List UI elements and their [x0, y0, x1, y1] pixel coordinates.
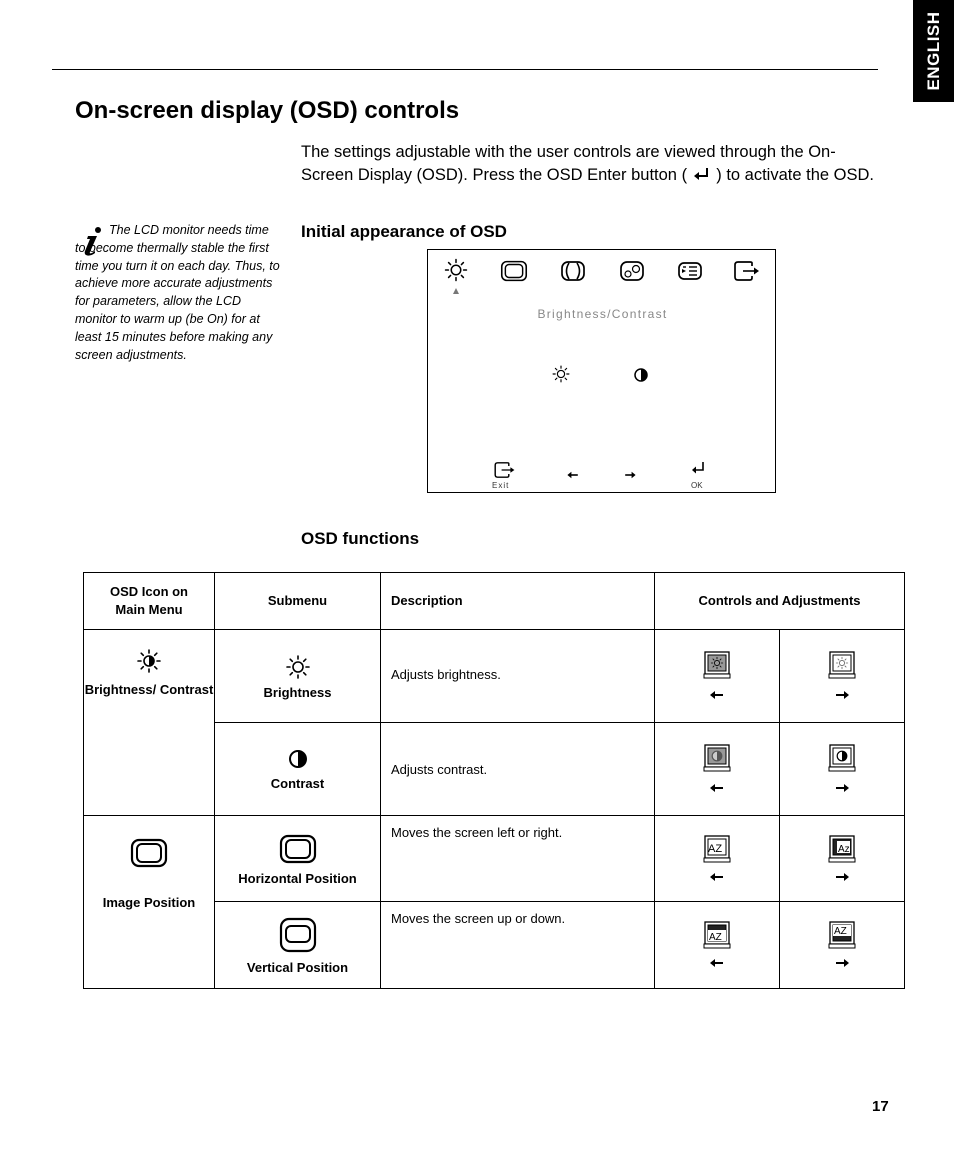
- enter-icon: [692, 166, 712, 182]
- left-arrow-icon[interactable]: [705, 688, 729, 702]
- note-body: The LCD monitor needs time to become thermally stable the first time you turn it on each day. Thus, to achieve more accurate adjustments for parameters, allow the LCD monitor to warm up (be On) for at least 15 minutes before making any screen adjustments.: [75, 223, 280, 362]
- right-arrow-icon[interactable]: [830, 688, 854, 702]
- svg-text:AZ: AZ: [834, 926, 847, 937]
- bright-screen-icon: [827, 650, 857, 680]
- page-title: On-screen display (OSD) controls: [75, 97, 460, 124]
- brightness-contrast-cell: [84, 630, 215, 816]
- intro-text-before: The settings adjustable with the user controls are viewed through the On-Screen Display (OSD). Press the OSD Enter button (: [301, 143, 836, 184]
- submenu-name: Horizontal Position: [238, 870, 357, 886]
- note-text: [75, 222, 280, 364]
- brightness-icon: [553, 366, 569, 382]
- osd-menu-label: Brightness/Contrast: [537, 307, 668, 321]
- brightness-icon: [283, 652, 313, 682]
- submenu-cell: [215, 630, 381, 723]
- submenu-cell: [215, 816, 381, 902]
- svg-text:AZ: AZ: [709, 932, 722, 943]
- shift-left-screen-icon: [702, 834, 732, 864]
- contrast-icon: [286, 747, 310, 771]
- control-cell: [655, 630, 780, 723]
- shift-right-screen-icon: [827, 834, 857, 864]
- intro-text-after: ) to activate the OSD.: [716, 166, 874, 184]
- high-contrast-screen-icon: [827, 743, 857, 773]
- left-arrow-icon[interactable]: [705, 956, 729, 970]
- submenu-name: Brightness: [263, 685, 332, 700]
- control-cell: [780, 723, 905, 816]
- header-osd-icon: OSD Icon on Main Menu: [84, 573, 215, 630]
- contrast-icon: [635, 369, 647, 381]
- osd-screen-preview: [427, 249, 776, 493]
- svg-text:AZ: AZ: [708, 842, 723, 855]
- control-cell: [780, 902, 905, 989]
- osd-ok-label: OK: [691, 481, 703, 490]
- svg-text:Az: Az: [838, 843, 850, 855]
- description-cell: Adjusts contrast.: [381, 723, 655, 816]
- description-cell: Adjusts brightness.: [381, 630, 655, 723]
- right-arrow-icon[interactable]: [830, 956, 854, 970]
- osd-screen-graphics: [428, 250, 774, 491]
- exit-icon: [495, 463, 514, 477]
- low-contrast-screen-icon: [702, 743, 732, 773]
- submenu-cell: [215, 902, 381, 989]
- language-tab-label: ENGLISH: [923, 11, 943, 91]
- selection-marker-icon: [453, 288, 459, 294]
- exit-icon: [735, 262, 759, 280]
- left-arrow-icon[interactable]: [705, 781, 729, 795]
- image-properties-icon: [621, 262, 643, 280]
- submenu-name: Contrast: [270, 776, 325, 791]
- control-cell: [655, 816, 780, 902]
- osd-exit-label: Exit: [492, 481, 510, 490]
- enter-icon: [692, 462, 703, 474]
- table-row: [84, 816, 905, 902]
- submenu-cell: [215, 723, 381, 816]
- image-position-cell: [84, 816, 215, 989]
- group-name: Brightness/ Contrast: [84, 682, 214, 697]
- section-initial-osd: Initial appearance of OSD: [301, 222, 507, 241]
- osd-functions-table: [83, 572, 905, 989]
- dim-screen-icon: [702, 650, 732, 680]
- brightness-contrast-icon: [134, 646, 164, 676]
- control-cell: [655, 723, 780, 816]
- submenu-name: Vertical Position: [246, 960, 349, 975]
- right-arrow-icon[interactable]: [830, 870, 854, 884]
- header-description: Description: [381, 573, 655, 630]
- vertical-position-icon: [277, 915, 319, 955]
- header-controls: Controls and Adjustments: [655, 573, 905, 630]
- left-arrow-icon: [567, 472, 577, 478]
- brightness-contrast-icon: [446, 260, 467, 281]
- intro-paragraph: [301, 141, 881, 187]
- image-setup-icon: [562, 262, 584, 280]
- control-cell: [655, 902, 780, 989]
- header-submenu: Submenu: [215, 573, 381, 630]
- shift-down-screen-icon: [702, 920, 732, 950]
- table-header-row: [84, 573, 905, 630]
- image-position-icon: [128, 836, 170, 870]
- description-cell: Moves the screen left or right.: [381, 816, 655, 902]
- top-rule: [52, 69, 878, 70]
- control-cell: [780, 630, 905, 723]
- right-arrow-icon: [625, 472, 635, 478]
- language-tab: [913, 0, 954, 102]
- right-arrow-icon[interactable]: [830, 781, 854, 795]
- section-osd-functions: OSD functions: [301, 529, 420, 548]
- description-cell: Moves the screen up or down.: [381, 902, 655, 989]
- table-row: [84, 630, 905, 723]
- horizontal-position-icon: [277, 832, 319, 866]
- left-arrow-icon[interactable]: [705, 870, 729, 884]
- shift-up-screen-icon: [827, 920, 857, 950]
- control-cell: [780, 816, 905, 902]
- image-position-icon: [502, 262, 526, 281]
- page-number: 17: [872, 1098, 889, 1115]
- options-icon: [679, 263, 701, 279]
- group-name: Image Position: [102, 895, 196, 910]
